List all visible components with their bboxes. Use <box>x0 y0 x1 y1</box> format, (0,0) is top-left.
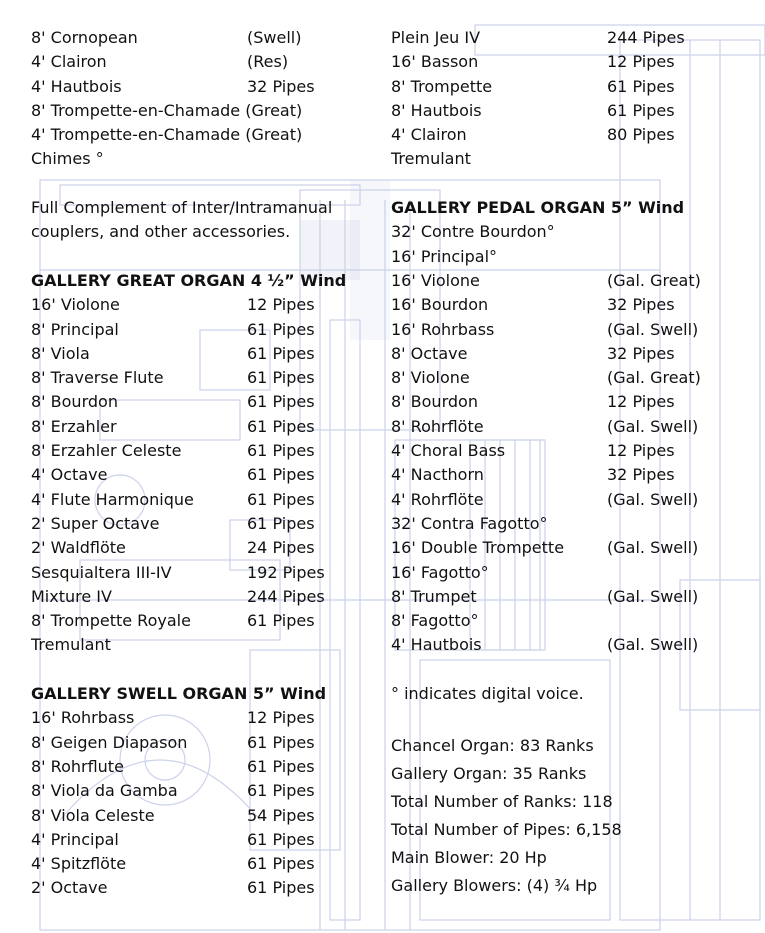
stop-value: 12 Pipes <box>607 52 675 72</box>
stop-row <box>31 463 386 487</box>
stop-name: 8' Fagotto° <box>391 611 479 631</box>
stop-value: 61 Pipes <box>247 368 315 388</box>
summary-line: Total Number of Pipes: 6,158 <box>391 820 622 840</box>
stop-name: Mixture IV <box>31 586 112 606</box>
stop-row <box>31 293 386 317</box>
stop-row <box>391 366 746 390</box>
stop-name: Sesquialtera III-IV <box>31 562 172 582</box>
right-top-list <box>391 26 746 172</box>
stop-name: 8' Octave <box>391 343 468 363</box>
stop-row <box>391 439 746 463</box>
stop-name: 16' Rohrbass <box>391 319 495 339</box>
stop-row <box>391 415 746 439</box>
stop-row <box>31 609 386 633</box>
stop-row <box>31 536 386 560</box>
couplers-note: Full Complement of Inter/Intramanual couplers, and other accessories. <box>31 198 333 242</box>
stop-row <box>391 512 746 536</box>
stop-value: 32 Pipes <box>607 343 675 363</box>
stop-row <box>391 342 746 366</box>
stop-row <box>391 245 746 269</box>
stop-value: 61 Pipes <box>247 611 315 631</box>
stop-name: 16' Rohrbass <box>31 708 135 728</box>
stop-value: (Res) <box>247 52 289 72</box>
stop-row <box>31 50 386 74</box>
stop-name: 2' Super Octave <box>31 513 160 533</box>
stop-value: (Gal. Swell) <box>607 319 699 339</box>
summary-line: Gallery Blowers: (4) ¾ Hp <box>391 876 598 896</box>
stop-name: 8' Violone <box>391 368 470 388</box>
stop-value: 32 Pipes <box>247 76 315 96</box>
stop-name: 4' Choral Bass <box>391 441 506 461</box>
stop-name: 16' Violone <box>391 270 480 290</box>
stop-value: (Gal. Swell) <box>607 635 699 655</box>
stop-row <box>391 147 746 171</box>
stop-value: 12 Pipes <box>247 708 315 728</box>
stop-value: 244 Pipes <box>247 586 325 606</box>
stop-name: 8' Trompette <box>391 76 493 96</box>
stop-value: 61 Pipes <box>247 756 315 776</box>
stop-name: 8' Bourdon <box>31 392 118 412</box>
stop-row <box>31 561 386 585</box>
stop-name: 8' Viola da Gamba <box>31 781 178 801</box>
stop-value: 61 Pipes <box>247 513 315 533</box>
stop-name: 8' Principal <box>31 319 119 339</box>
summary-line: Gallery Organ: 35 Ranks <box>391 764 587 784</box>
stop-name: 2' Octave <box>31 878 108 898</box>
stop-name: 16' Bourdon <box>391 295 489 315</box>
stop-name: 8' Erzahler Celeste <box>31 441 182 461</box>
stop-row <box>31 585 386 609</box>
stop-name: 4' Principal <box>31 829 119 849</box>
stop-row <box>391 536 746 560</box>
digital-voice-note <box>391 682 746 706</box>
stop-name: 16' Principal° <box>391 246 498 266</box>
stop-name: 4' Hautbois <box>391 635 482 655</box>
stop-name: 4' Trompette-en-Chamade (Great) <box>31 125 303 145</box>
stop-value: 61 Pipes <box>247 732 315 752</box>
gallery-pedal-heading: GALLERY PEDAL ORGAN 5” Wind <box>391 198 685 218</box>
stop-row <box>391 75 746 99</box>
note-text: ° indicates digital voice. <box>391 684 584 704</box>
stop-value: 61 Pipes <box>247 392 315 412</box>
summary-line: Total Number of Ranks: 118 <box>391 792 613 812</box>
stop-name: 4' Rohrflöte <box>391 489 484 509</box>
stop-value: 61 Pipes <box>607 76 675 96</box>
stop-row <box>391 318 746 342</box>
stop-value: (Gal. Swell) <box>607 586 699 606</box>
stop-row <box>391 463 746 487</box>
stop-row <box>391 390 746 414</box>
stop-name: 8' Rohrflute <box>31 756 124 776</box>
stop-name: 4' Clairon <box>391 125 467 145</box>
stop-value: 61 Pipes <box>247 465 315 485</box>
left-top-list <box>31 26 386 172</box>
stop-row <box>31 876 386 900</box>
stop-row <box>391 99 746 123</box>
stop-row <box>31 147 386 171</box>
stop-row <box>31 731 386 755</box>
stop-name: 8' Cornopean <box>31 28 138 47</box>
stop-row <box>31 633 386 657</box>
stop-row <box>391 269 746 293</box>
stop-row <box>391 293 746 317</box>
stop-row <box>31 706 386 730</box>
stop-name: 8' Bourdon <box>391 392 478 412</box>
stop-value: 61 Pipes <box>247 489 315 509</box>
stop-value: 24 Pipes <box>247 538 315 558</box>
right-column <box>391 26 746 900</box>
stop-row <box>391 633 746 657</box>
stop-name: 8' Viola <box>31 343 90 363</box>
stop-row <box>391 123 746 147</box>
stop-value: (Gal. Great) <box>607 368 701 388</box>
summary-line: Main Blower: 20 Hp <box>391 848 547 868</box>
stop-name: 16' Fagotto° <box>391 562 489 582</box>
stop-value: 32 Pipes <box>607 465 675 485</box>
stop-value: 61 Pipes <box>247 441 315 461</box>
stop-value: 54 Pipes <box>247 805 315 825</box>
stop-name: Tremulant <box>31 635 111 655</box>
stop-row <box>31 852 386 876</box>
stop-value: 12 Pipes <box>607 392 675 412</box>
stop-value: 12 Pipes <box>247 295 315 315</box>
stop-value: 61 Pipes <box>247 829 315 849</box>
stop-row <box>31 804 386 828</box>
stop-row <box>31 828 386 852</box>
stop-value: (Gal. Great) <box>607 270 701 290</box>
stop-row <box>31 755 386 779</box>
stop-name: 8' Trompette-en-Chamade (Great) <box>31 100 303 120</box>
stop-name: 8' Erzahler <box>31 416 117 436</box>
stop-row <box>31 342 386 366</box>
stop-name: 4' Clairon <box>31 52 107 72</box>
stop-name: 8' Hautbois <box>391 100 482 120</box>
stop-name: 2' Waldflöte <box>31 538 126 558</box>
gallery-pedal-list <box>391 220 746 657</box>
stop-value: (Gal. Swell) <box>607 538 699 558</box>
stop-value: (Swell) <box>247 28 302 47</box>
stop-row <box>31 26 386 50</box>
stop-value: 61 Pipes <box>247 878 315 898</box>
stop-row <box>31 779 386 803</box>
stop-value: 61 Pipes <box>607 100 675 120</box>
stop-value: (Gal. Swell) <box>607 416 699 436</box>
stop-row <box>391 26 746 50</box>
stop-value: (Gal. Swell) <box>607 489 699 509</box>
stop-name: 8' Rohrflöte <box>391 416 484 436</box>
stop-name: Tremulant <box>391 149 471 169</box>
stop-row <box>31 123 386 147</box>
stop-name: 8' Traverse Flute <box>31 368 164 388</box>
stop-name: Chimes ° <box>31 149 104 169</box>
stop-value: 244 Pipes <box>607 28 685 47</box>
stop-name: 16' Violone <box>31 295 120 315</box>
stop-value: 12 Pipes <box>607 441 675 461</box>
stop-row <box>31 318 386 342</box>
stop-row <box>31 439 386 463</box>
stop-row <box>31 488 386 512</box>
stop-name: 16' Double Trompette <box>391 538 565 558</box>
stop-row <box>31 99 386 123</box>
left-column <box>31 26 386 901</box>
stop-row <box>391 561 746 585</box>
stop-row <box>391 585 746 609</box>
stop-row <box>31 75 386 99</box>
stop-name: 4' Nacthorn <box>391 465 484 485</box>
stop-row <box>31 366 386 390</box>
stop-row <box>31 415 386 439</box>
stop-name: 8' Trompette Royale <box>31 611 191 631</box>
stop-value: 61 Pipes <box>247 781 315 801</box>
stop-name: 16' Basson <box>391 52 479 72</box>
stop-value: 80 Pipes <box>607 125 675 145</box>
stop-value: 61 Pipes <box>247 416 315 436</box>
stop-row <box>31 390 386 414</box>
stop-name: 32' Contre Bourdon° <box>391 222 555 242</box>
organ-summary <box>391 732 746 900</box>
stop-name: 8' Geigen Diapason <box>31 732 188 752</box>
stop-row <box>391 609 746 633</box>
stop-row <box>391 50 746 74</box>
stop-name: 4' Octave <box>31 465 108 485</box>
stop-name: 8' Trumpet <box>391 586 477 606</box>
stop-row <box>391 488 746 512</box>
stop-name: 32' Contra Fagotto° <box>391 513 548 533</box>
gallery-swell-list <box>31 706 386 900</box>
stop-value: 61 Pipes <box>247 343 315 363</box>
summary-line: Chancel Organ: 83 Ranks <box>391 736 594 756</box>
stop-value: 192 Pipes <box>247 562 325 582</box>
stop-value: 61 Pipes <box>247 854 315 874</box>
gallery-swell-heading: GALLERY SWELL ORGAN 5” Wind <box>31 684 327 704</box>
stop-name: 4' Spitzflöte <box>31 854 127 874</box>
stop-row <box>391 220 746 244</box>
stop-name: 8' Viola Celeste <box>31 805 155 825</box>
stop-value: 32 Pipes <box>607 295 675 315</box>
gallery-great-list <box>31 293 386 657</box>
stop-name: Plein Jeu IV <box>391 28 481 47</box>
gallery-great-heading: GALLERY GREAT ORGAN 4 ½” Wind <box>31 270 347 290</box>
stop-name: 4' Hautbois <box>31 76 122 96</box>
stop-value: 61 Pipes <box>247 319 315 339</box>
stop-row <box>31 512 386 536</box>
stop-name: 4' Flute Harmonique <box>31 489 194 509</box>
